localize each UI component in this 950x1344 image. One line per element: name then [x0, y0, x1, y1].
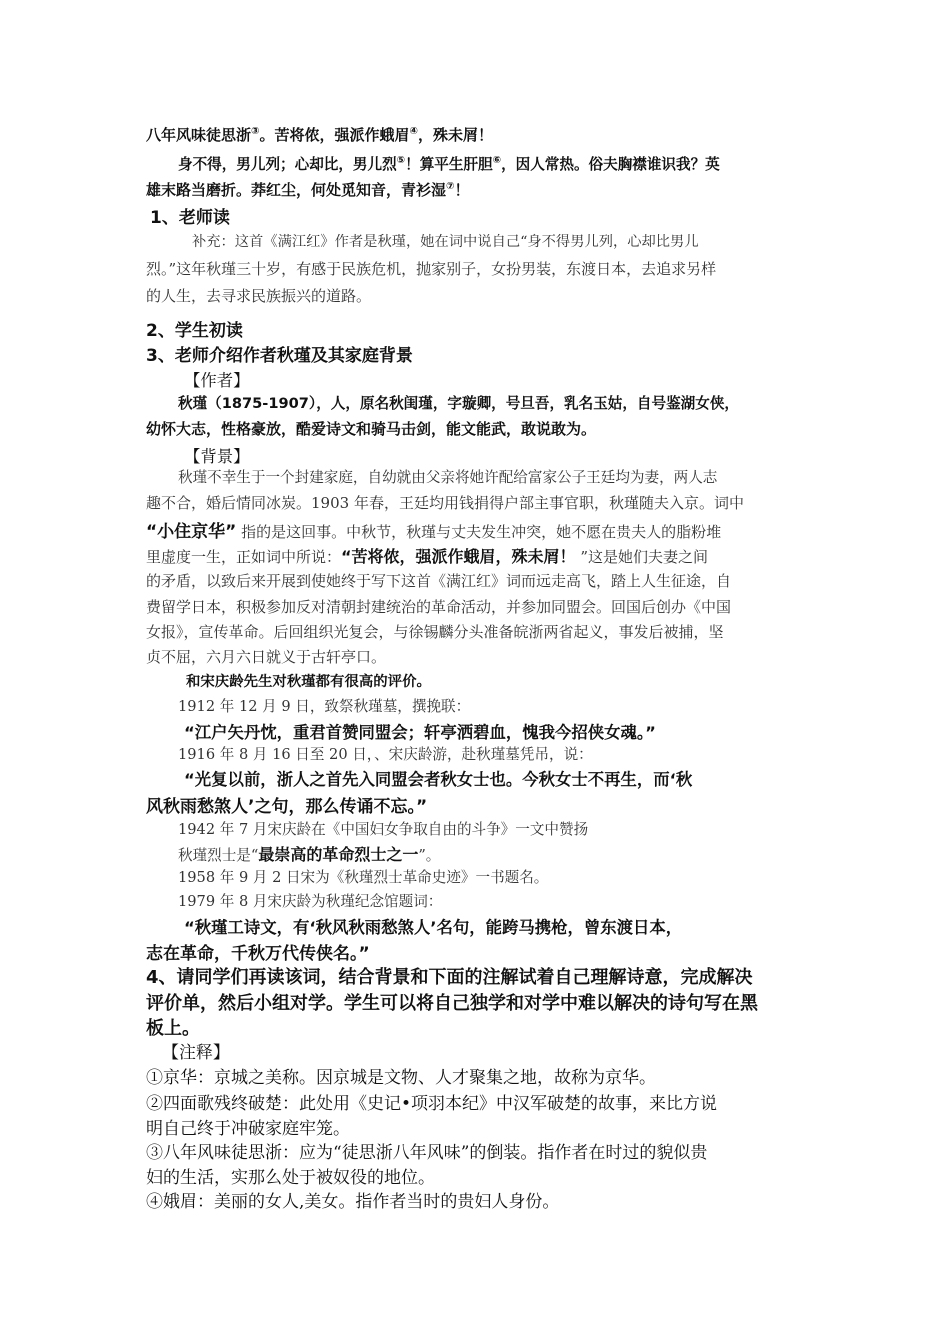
footnote-ref: ④	[409, 126, 418, 137]
supplement-line: 烈。”这年秋瑾三十岁，有感于民族危机，抛家别子，女扮男装，东渡日本，去追求另样	[146, 260, 717, 278]
evaluation-quote: 志在革命，千秋万代传侠名。”	[146, 944, 370, 964]
evaluation-intro: 和宋庆龄先生对秋瑾都有很高的评价。	[186, 674, 431, 690]
poem-text: 。苦将侬，强派作蛾眉	[259, 126, 410, 144]
background-text: 指的是这回事。中秋节，秋瑾与丈夫发生冲突，她不愿在贵夫人的脂粉堆	[241, 523, 722, 541]
evaluation-quote: “光复以前，浙人之首先入同盟会者秋女士也。今秋女士不再生，而‘秋	[184, 770, 693, 789]
poem-text: ！算平生肝胆	[405, 156, 493, 173]
evaluation-date: 1912 年 12 月 9 日，致祭秋瑾墓，撰挽联：	[178, 698, 471, 715]
note-line: ②四面歌残终破楚：此处用《史记•项羽本纪》中汉军破楚的故事，来比方说	[146, 1094, 718, 1114]
step3-heading: 3、老师介绍作者秋瑾及其家庭背景	[146, 346, 413, 366]
note-line: ③八年风味徒思浙：应为“徒思浙八年风味”的倒装。指作者在时过的貌似贵	[146, 1143, 708, 1163]
emphasis-text: “小住京华”	[146, 522, 237, 542]
note-line: ①京华：京城之美称。因京城是文物、人才聚集之地，故称为京华。	[146, 1068, 656, 1088]
background-line: 秋瑾不幸生于一个封建家庭，自幼就由父亲将她许配给富家公子王廷均为妻，两人志	[178, 469, 718, 486]
evaluation-date: 1916 年 8 月 16 日至 20 日，、宋庆龄游，赴秋瑾墓凭吊，说：	[178, 746, 593, 763]
supplement-line: 补充：这首《满江红》作者是秋瑾，她在词中说自己“身不得男儿列，心却比男儿	[192, 234, 699, 250]
footnote-ref: ⑦	[446, 181, 455, 192]
evaluation-quote: “江户矢丹忱，重君首赞同盟会；轩亭洒碧血，愧我今招侠女魂。”	[184, 723, 656, 742]
footnote-ref: ⑤	[396, 155, 406, 166]
emphasis-text: 最崇高的革命烈士之一	[258, 845, 419, 864]
evaluation-line: 1958 年 9 月 2 日宋为《秋瑾烈士革命史迹》一书题名。	[178, 869, 549, 886]
supplement-line: 的人生，去寻求民族振兴的道路。	[146, 287, 372, 305]
background-line	[146, 517, 816, 542]
emphasis-text: “苦将侬，强派作蛾眉，殊未屑！	[341, 547, 576, 566]
background-line: 女报》，宣传革命。后回组织光复会，与徐锡麟分头准备皖浙两省起义，事发后被捕，坚	[146, 623, 724, 641]
evaluation-text: ”。	[418, 847, 441, 864]
background-line: 费留学日本，积极参加反对清朝封建统治的革命活动，并参加同盟会。回国后创办《中国	[146, 598, 732, 616]
evaluation-text: 秋瑾烈士是“	[178, 847, 259, 864]
background-tag: 【背景】	[184, 447, 250, 466]
poem-line-3	[146, 179, 816, 200]
author-line: 幼怀大志，性格豪放，酷爱诗文和骑马击剑，能文能武，敢说敢为。	[146, 420, 597, 438]
poem-line-2	[178, 153, 848, 174]
note-line: 明自己终于冲破家庭牢笼。	[146, 1119, 350, 1139]
background-line	[146, 544, 816, 567]
evaluation-quote: “秋瑾工诗文，有‘秋风秋雨愁煞人’名句，能跨马携枪，曾东渡日本，	[184, 918, 683, 937]
background-text: ”这是她们夫妻之间	[580, 548, 708, 566]
poem-text: 身不得，男儿列；心却比，男儿烈	[178, 156, 397, 173]
step2-heading: 2、学生初读	[146, 321, 243, 341]
author-tag: 【作者】	[184, 371, 250, 390]
poem-line-1	[146, 124, 816, 145]
poem-text: ！	[454, 181, 470, 199]
poem-text: 雄末路当磨折。莽红尘，何处觅知音，青衫湿	[146, 181, 447, 199]
evaluation-date: 1979 年 8 月宋庆龄为秋瑾纪念馆题词：	[178, 893, 443, 910]
poem-text: ，因人常热。俗夫胸襟谁识我？英	[501, 156, 720, 173]
poem-text: 八年风味徒思浙	[146, 126, 252, 144]
evaluation-line	[178, 842, 848, 865]
background-line: 贞不屈，六月六日就义于古轩亭口。	[146, 648, 387, 666]
step4-heading-line: 评价单，然后小组对学。学生可以将自己独学和对学中难以解决的诗句写在黑	[146, 993, 758, 1014]
step1-heading: 1、老师读	[150, 208, 230, 228]
note-line: ④娥眉：美丽的女人,美女。指作者当时的贵妇人身份。	[146, 1192, 560, 1212]
note-line: 妇的生活，实那么处于被奴役的地位。	[146, 1168, 435, 1188]
evaluation-date: 1942 年 7 月宋庆龄在《中国妇女争取自由的斗争》一文中赞扬	[178, 821, 589, 838]
step4-heading-line: 板上。	[146, 1018, 200, 1039]
footnote-ref: ⑥	[492, 155, 502, 166]
background-line: 的矛盾，以致后来开展到使她终于写下这首《满江红》词而远走高飞，踏上人生征途，自	[146, 572, 732, 590]
footnote-ref: ③	[251, 126, 260, 137]
background-line: 趣不合，婚后情同冰炭。1903 年春，王廷均用钱捐得户部主事官职，秋瑾随夫入京。词中	[146, 494, 744, 512]
background-text: 里虚度一生，正如词中所说：	[146, 548, 342, 566]
step4-heading-line: 4、请同学们再读该词，结合背景和下面的注解试着自己理解诗意，完成解决	[146, 967, 753, 988]
author-line: 秋瑾（1875-1907），人，原名秋闺瑾，字璇卿，号旦吾，乳名玉姑，自号鉴湖女侠，	[178, 395, 739, 412]
notes-tag: 【注释】	[162, 1042, 230, 1062]
poem-text: ，殊未屑！	[417, 126, 493, 144]
evaluation-quote: 风秋雨愁煞人’之句，那么传诵不忘。”	[146, 797, 428, 817]
